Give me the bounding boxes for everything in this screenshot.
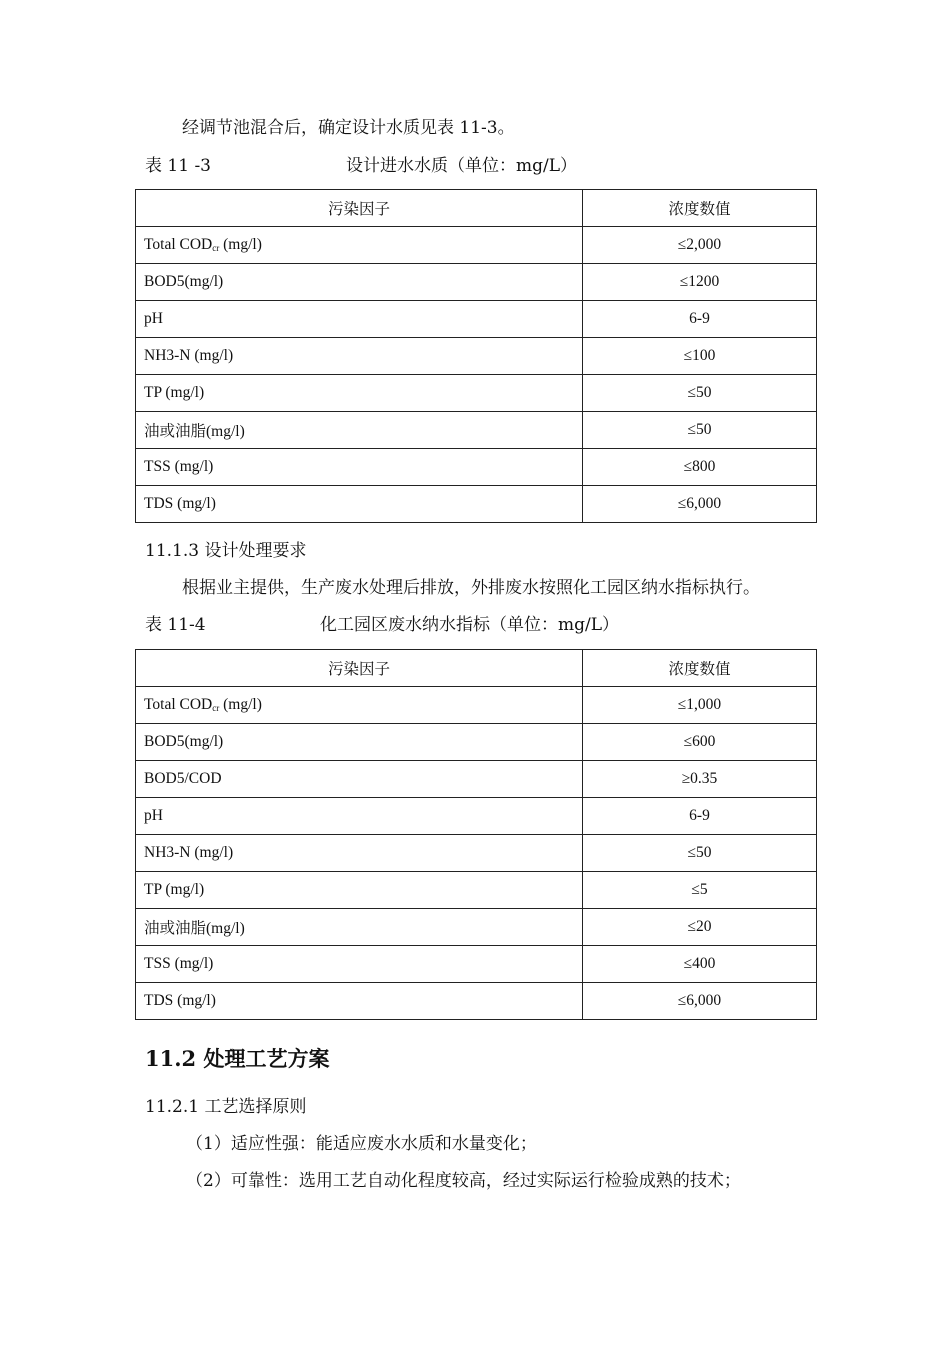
table2-row-name: TP (mg/l) <box>136 872 583 909</box>
table2-row-value: ≤50 <box>583 835 817 872</box>
table-row <box>136 909 817 946</box>
principle-item: （2）可靠性：选用工艺自动化程度较高，经过实际运行检验成熟的技术； <box>186 1171 741 1191</box>
table2 <box>135 649 817 1020</box>
table1-header-value: 浓度数值 <box>583 190 817 227</box>
table1-row-value: ≤50 <box>583 375 817 412</box>
table-row <box>136 724 817 761</box>
intro-paragraph: 经调节池混合后，确定设计水质见表 11-3。 <box>182 118 515 138</box>
table1 <box>135 189 817 523</box>
principle-item: （1）适应性强：能适应废水水质和水量变化； <box>186 1134 537 1154</box>
table1-row-name: 油或油脂(mg/l) <box>136 412 583 449</box>
table2-row-cod-value: ≤1,000 <box>583 687 817 724</box>
table1-row-name: NH3-N (mg/l) <box>136 338 583 375</box>
table-row <box>136 375 817 412</box>
table-row <box>136 412 817 449</box>
table1-row-value: 6-9 <box>583 301 817 338</box>
table-row <box>136 835 817 872</box>
table1-row-name: pH <box>136 301 583 338</box>
table2-row-value: ≤5 <box>583 872 817 909</box>
table2-row-name: NH3-N (mg/l) <box>136 835 583 872</box>
cod-subscript: cr <box>212 243 220 253</box>
table2-row-value: ≤600 <box>583 724 817 761</box>
table1-header-factor: 污染因子 <box>136 190 583 227</box>
table-row <box>136 761 817 798</box>
table2-row-name: pH <box>136 798 583 835</box>
table1-row-name: TSS (mg/l) <box>136 449 583 486</box>
table1-label: 表 11 -3 <box>145 156 211 176</box>
table-row <box>136 227 817 264</box>
table1-row-value: ≤800 <box>583 449 817 486</box>
section-1121-heading: 11.2.1 工艺选择原则 <box>145 1097 307 1117</box>
table2-row-value: ≥0.35 <box>583 761 817 798</box>
table1-row-value: ≤100 <box>583 338 817 375</box>
section-112-heading: 11.2 处理工艺方案 <box>145 1046 330 1071</box>
table2-header-value: 浓度数值 <box>583 650 817 687</box>
table1-header-row <box>136 190 817 227</box>
table1-row-name: TP (mg/l) <box>136 375 583 412</box>
table1-row-value: ≤6,000 <box>583 486 817 523</box>
cod-unit: (mg/l) <box>219 696 262 713</box>
table-row <box>136 449 817 486</box>
table2-row-name: BOD5/COD <box>136 761 583 798</box>
table-row <box>136 486 817 523</box>
table-row <box>136 946 817 983</box>
cod-subscript: cr <box>212 703 220 713</box>
cod-prefix: Total COD <box>144 696 213 713</box>
table1-row-cod-name <box>136 227 583 264</box>
table-row <box>136 301 817 338</box>
table2-row-name: BOD5(mg/l) <box>136 724 583 761</box>
table2-title: 化工园区废水纳水指标（单位：mg/L） <box>320 615 620 635</box>
table-row <box>136 264 817 301</box>
table1-row-value: ≤1200 <box>583 264 817 301</box>
table2-header-factor: 污染因子 <box>136 650 583 687</box>
table2-row-name: TDS (mg/l) <box>136 983 583 1020</box>
table1-row-cod-value: ≤2,000 <box>583 227 817 264</box>
table1-row-name: TDS (mg/l) <box>136 486 583 523</box>
table-row <box>136 983 817 1020</box>
table-row <box>136 872 817 909</box>
table1-row-name: BOD5(mg/l) <box>136 264 583 301</box>
table1-row-value: ≤50 <box>583 412 817 449</box>
table2-row-value: ≤6,000 <box>583 983 817 1020</box>
table-row <box>136 687 817 724</box>
table2-row-name: 油或油脂(mg/l) <box>136 909 583 946</box>
table-row <box>136 798 817 835</box>
table2-row-name: TSS (mg/l) <box>136 946 583 983</box>
table2-row-value: ≤20 <box>583 909 817 946</box>
section-1113-paragraph: 根据业主提供，生产废水处理后排放，外排废水按照化工园区纳水指标执行。 <box>182 578 760 598</box>
cod-prefix: Total COD <box>144 236 213 253</box>
table2-label: 表 11-4 <box>145 615 206 635</box>
section-1113-heading: 11.1.3 设计处理要求 <box>145 541 307 561</box>
cod-unit: (mg/l) <box>219 236 262 253</box>
table2-row-value: 6-9 <box>583 798 817 835</box>
table1-title: 设计进水水质（单位：mg/L） <box>346 156 578 176</box>
table2-row-value: ≤400 <box>583 946 817 983</box>
table2-row-cod-name <box>136 687 583 724</box>
table-row <box>136 338 817 375</box>
table2-header-row <box>136 650 817 687</box>
